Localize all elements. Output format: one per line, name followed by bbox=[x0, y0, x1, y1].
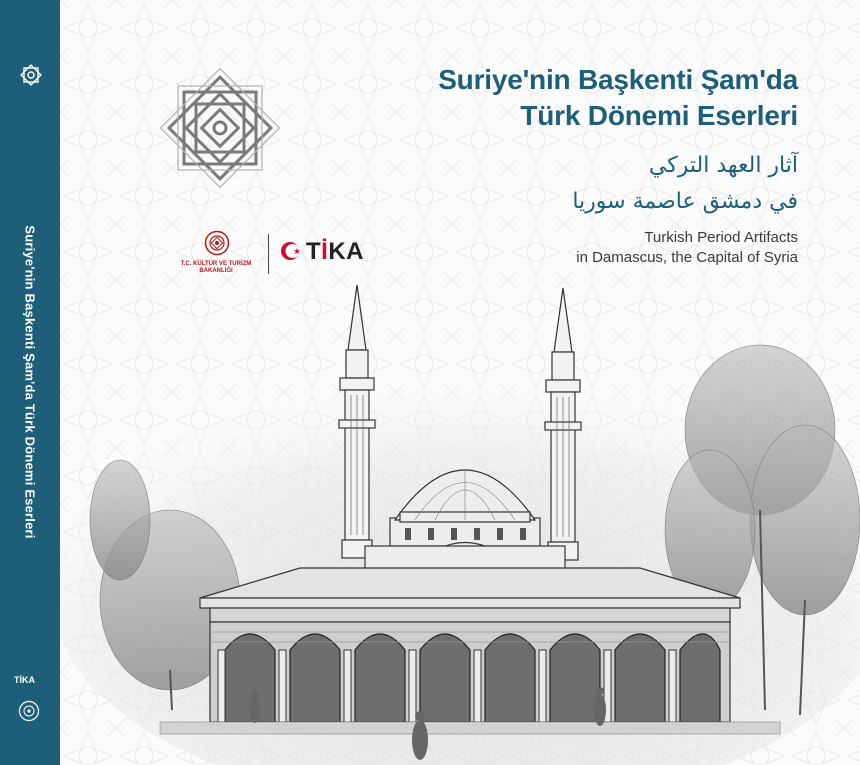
spine-title: Suriye'nin Başkenti Şam'da Türk Dönemi Eserleri bbox=[22, 225, 38, 539]
tika-letter-t: T bbox=[306, 238, 322, 265]
geometric-knot-ornament-icon bbox=[154, 62, 286, 194]
title-english-line-1: Turkish Period Artifacts bbox=[644, 229, 798, 246]
title-arabic-line-1: آثار العهد التركي bbox=[648, 153, 798, 178]
title-arabic-line-2: في دمشق عاصمة سوريا bbox=[572, 189, 798, 214]
title-arabic bbox=[572, 148, 798, 220]
tika-letters-ka: KA bbox=[328, 238, 365, 265]
ministry-name-line-1: T.C. KÜLTÜR VE TURİZM bbox=[180, 261, 252, 267]
crescent-star-icon bbox=[280, 240, 302, 262]
ministry-emblem-icon bbox=[18, 700, 40, 722]
book-cover bbox=[60, 0, 860, 765]
star-ornament-icon bbox=[18, 62, 44, 88]
mosque-sketch-illustration bbox=[60, 270, 860, 765]
logo-divider bbox=[268, 234, 269, 274]
title-turkish-line-2: Türk Dönemi Eserleri bbox=[520, 100, 798, 131]
book-spine bbox=[0, 0, 60, 765]
title-turkish-line-1: Suriye'nin Başkenti Şam'da bbox=[438, 64, 798, 95]
title-turkish bbox=[438, 62, 798, 134]
ministry-emblem-icon bbox=[204, 230, 230, 256]
tika-letter-i: İ bbox=[321, 238, 329, 265]
tika-logo bbox=[280, 238, 364, 266]
portico-roof bbox=[200, 568, 740, 622]
ministry-name-line-2: BAKANLIĞI bbox=[199, 268, 233, 274]
title-english-line-2: in Damascus, the Capital of Syria bbox=[576, 249, 798, 266]
spine-tika-logo: TİKA bbox=[14, 675, 35, 685]
title-english bbox=[576, 228, 798, 268]
